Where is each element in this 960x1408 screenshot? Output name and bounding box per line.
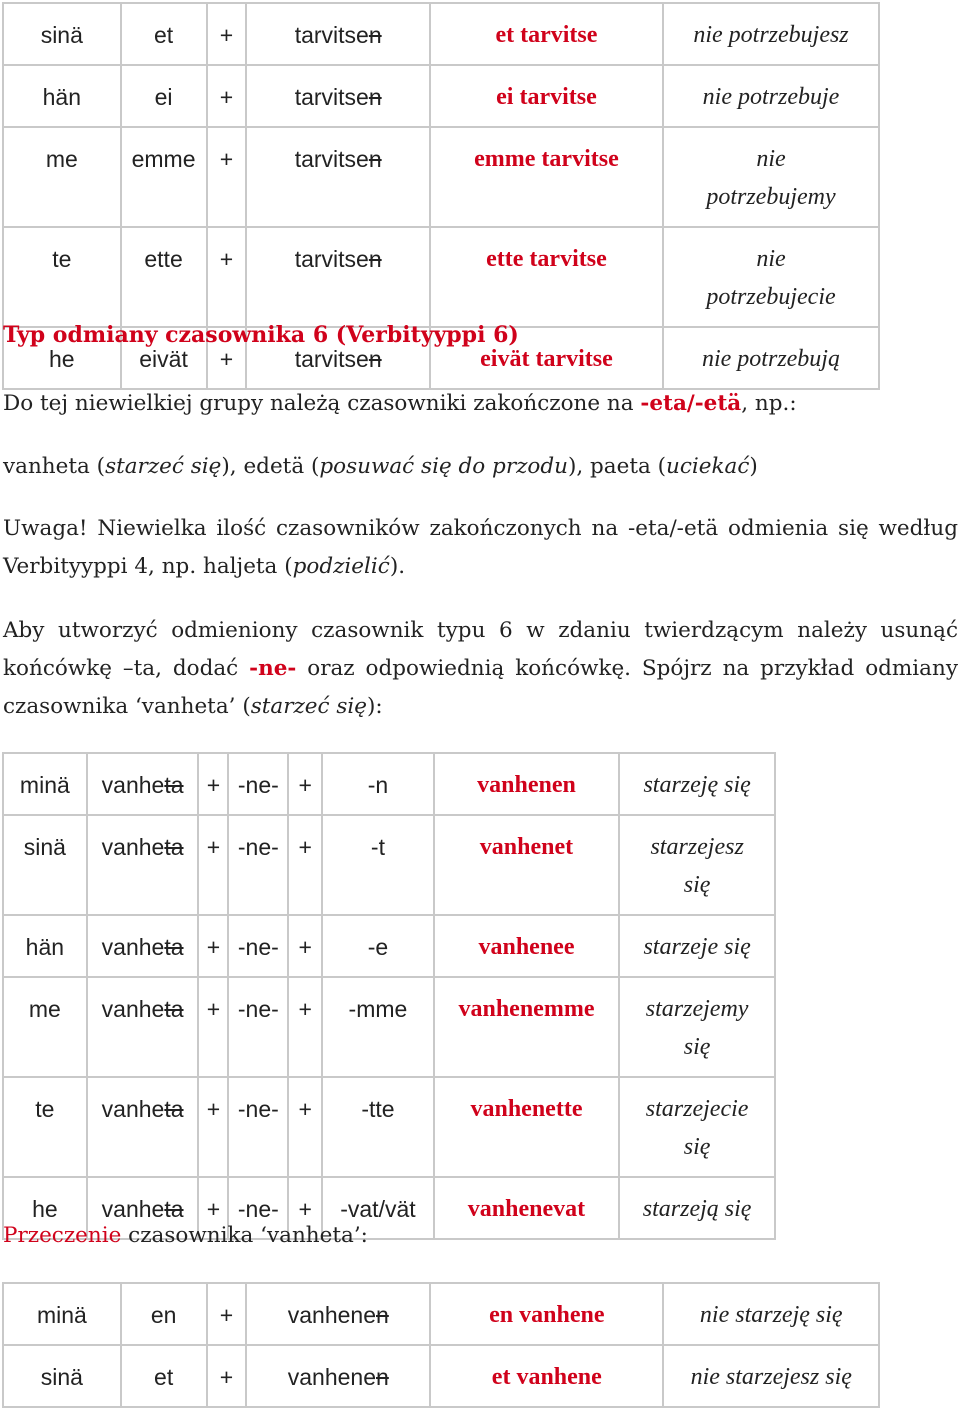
paragraph-note	[3, 510, 958, 586]
plus-cell: +	[288, 753, 322, 815]
plus-cell: +	[288, 915, 322, 977]
struck-ending: n	[376, 1302, 389, 1328]
plus-cell: +	[198, 1077, 228, 1177]
table-row	[3, 65, 879, 127]
ending-cell: -tte	[322, 1077, 434, 1177]
plus-cell: +	[288, 977, 322, 1077]
result-cell: eivät tarvitse	[430, 327, 663, 389]
struck-ending: n	[368, 346, 382, 372]
struck-ending: ta	[164, 996, 184, 1022]
aux-cell: et	[121, 1345, 207, 1407]
plus-cell: +	[207, 327, 247, 389]
infix-cell: -ne-	[228, 977, 288, 1077]
text: Do tej niewielkiej grupy należą czasowniki zakończone na	[3, 391, 641, 416]
result-cell: vanhenemme	[434, 977, 619, 1077]
result-cell: ei tarvitse	[430, 65, 663, 127]
infix-cell: -ne-	[228, 815, 288, 915]
aux-cell: emme	[121, 127, 207, 227]
aux-cell: ei	[121, 65, 207, 127]
stem-cell	[246, 65, 429, 127]
pronoun-cell: he	[3, 1177, 87, 1239]
struck-ending: ta	[164, 834, 184, 860]
result-cell: et vanhene	[430, 1345, 663, 1407]
pronoun-cell: me	[3, 977, 87, 1077]
pronoun-cell: minä	[3, 753, 87, 815]
struck-ending: n	[376, 1364, 389, 1390]
stem-text: vanhe	[101, 1096, 165, 1122]
section-heading: Typ odmiany czasownika 6 (Verbityyppi 6)	[3, 322, 519, 348]
infix-cell: -ne-	[228, 1077, 288, 1177]
table-row	[3, 977, 775, 1077]
text: )	[749, 454, 758, 479]
infix-cell: -ne-	[228, 915, 288, 977]
stem-text: tarvitse	[294, 146, 369, 172]
stem-text: tarvitse	[294, 22, 369, 48]
stem-text: vanhe	[101, 1196, 165, 1222]
pronoun-cell: sinä	[3, 815, 87, 915]
translation-cell: starzeją się	[619, 1177, 775, 1239]
stem-text: vanhene	[287, 1364, 377, 1390]
stem-text: tarvitse	[294, 84, 369, 110]
plus-cell: +	[207, 127, 247, 227]
plus-cell: +	[288, 1077, 322, 1177]
text: ), paeta (	[567, 454, 667, 479]
table-row	[3, 915, 775, 977]
translation-cell: nie potrzebujecie	[663, 227, 879, 327]
text: ).	[389, 554, 406, 579]
translation-cell: starzejecie się	[619, 1077, 775, 1177]
translation-cell: nie starzejesz się	[663, 1345, 879, 1407]
plus-cell: +	[198, 815, 228, 915]
result-cell: ette tarvitse	[430, 227, 663, 327]
text: ):	[367, 694, 383, 719]
struck-ending: n	[368, 22, 382, 48]
highlight-ending: -eta/-etä	[640, 391, 742, 416]
aux-cell: et	[121, 3, 207, 65]
ending-cell: -e	[322, 915, 434, 977]
negation-heading	[3, 1217, 368, 1255]
plus-cell: +	[207, 1345, 247, 1407]
stem-cell	[246, 127, 429, 227]
stem-cell	[87, 815, 199, 915]
stem-text: tarvitse	[294, 246, 369, 272]
infix-cell: -ne-	[228, 1177, 288, 1239]
paragraph-rule	[3, 612, 958, 726]
plus-cell: +	[288, 1177, 322, 1239]
result-cell: vanhenevat	[434, 1177, 619, 1239]
pronoun-cell: te	[3, 1077, 87, 1177]
table-row	[3, 815, 775, 915]
translation-cell: nie potrzebujesz	[663, 3, 879, 65]
translation-cell: starzejesz się	[619, 815, 775, 915]
pronoun-cell: sinä	[3, 1345, 121, 1407]
struck-ending: ta	[164, 772, 184, 798]
result-cell: vanhenette	[434, 1077, 619, 1177]
result-cell: et tarvitse	[430, 3, 663, 65]
stem-cell	[87, 753, 199, 815]
table-row	[3, 3, 879, 65]
plus-cell: +	[207, 227, 247, 327]
translation-cell: nie starzeję się	[663, 1283, 879, 1345]
pronoun-cell: te	[3, 227, 121, 327]
stem-cell	[246, 1345, 430, 1407]
text: Aby utworzyć odmieniony czasownik typu 6 w zdaniu twierdzącym należy usunąć końcówkę –ta, dodać	[3, 618, 958, 681]
stem-text: vanhe	[101, 834, 165, 860]
pronoun-cell: sinä	[3, 3, 121, 65]
text: czasownika ‘vanheta’:	[121, 1223, 368, 1248]
plus-cell: +	[198, 753, 228, 815]
translation-cell: nie potrzebuje	[663, 65, 879, 127]
aux-cell: eivät	[121, 327, 207, 389]
text: , np.:	[741, 391, 797, 416]
infix-cell: -ne-	[228, 753, 288, 815]
text: vanheta (	[3, 454, 106, 479]
struck-ending: ta	[164, 934, 184, 960]
stem-cell	[246, 227, 429, 327]
ending-cell: -n	[322, 753, 434, 815]
struck-ending: n	[368, 146, 382, 172]
stem-text: vanhe	[101, 772, 165, 798]
paragraph-examples	[3, 448, 758, 486]
table-row	[3, 1345, 879, 1407]
translation-cell: starzeje się	[619, 915, 775, 977]
struck-ending: ta	[164, 1096, 184, 1122]
stem-cell	[87, 1077, 199, 1177]
pronoun-cell: hän	[3, 65, 121, 127]
stem-cell	[246, 1283, 430, 1345]
stem-text: vanhe	[101, 996, 165, 1022]
text: Uwaga! Niewielka ilość czasowników zakończonych na -eta/-etä odmienia się według Verbityyppi 4, np. haljeta (	[3, 516, 958, 579]
translation-text: podzielić	[292, 554, 390, 579]
translation-text: posuwać się do przodu	[319, 454, 568, 479]
conjugation-table-vanheta	[2, 752, 776, 1240]
struck-ending: n	[368, 84, 382, 110]
struck-ending: n	[368, 246, 382, 272]
translation-cell: starzeję się	[619, 753, 775, 815]
aux-cell: ette	[121, 227, 207, 327]
text: ), edetä (	[221, 454, 320, 479]
result-cell: vanhenet	[434, 815, 619, 915]
translation-text: uciekać	[666, 454, 750, 479]
plus-cell: +	[288, 815, 322, 915]
plus-cell: +	[207, 65, 247, 127]
table-row	[3, 227, 879, 327]
plus-cell: +	[198, 977, 228, 1077]
table-row	[3, 127, 879, 227]
ending-cell: -t	[322, 815, 434, 915]
translation-cell: nie potrzebujemy	[663, 127, 879, 227]
translation-cell: nie potrzebują	[663, 327, 879, 389]
result-cell: en vanhene	[430, 1283, 663, 1345]
ending-cell: -vat/vät	[322, 1177, 434, 1239]
stem-text: vanhene	[287, 1302, 377, 1328]
stem-cell	[87, 977, 199, 1077]
negation-label: Przeczenie	[3, 1223, 122, 1248]
plus-cell: +	[198, 915, 228, 977]
negation-table-vanheta	[2, 1282, 880, 1408]
stem-text: tarvitse	[294, 346, 369, 372]
translation-text: starzeć się	[250, 694, 368, 719]
plus-cell: +	[207, 1283, 247, 1345]
pronoun-cell: minä	[3, 1283, 121, 1345]
stem-text: vanhe	[101, 934, 165, 960]
pronoun-cell: he	[3, 327, 121, 389]
aux-cell: en	[121, 1283, 207, 1345]
result-cell: vanhenen	[434, 753, 619, 815]
plus-cell: +	[207, 3, 247, 65]
stem-cell	[87, 915, 199, 977]
plus-cell: +	[198, 1177, 228, 1239]
ending-cell: -mme	[322, 977, 434, 1077]
pronoun-cell: me	[3, 127, 121, 227]
struck-ending: ta	[164, 1196, 184, 1222]
result-cell: vanhenee	[434, 915, 619, 977]
table-row	[3, 1283, 879, 1345]
stem-cell	[246, 3, 429, 65]
paragraph-intro	[3, 385, 797, 423]
table-row	[3, 753, 775, 815]
text: oraz odpowiednią końcówkę. Spójrz na przykład odmiany czasownika ‘vanheta’ (	[3, 656, 958, 719]
translation-text: starzeć się	[105, 454, 222, 479]
table-row	[3, 1077, 775, 1177]
translation-cell: starzejemy się	[619, 977, 775, 1077]
pronoun-cell: hän	[3, 915, 87, 977]
highlight-infix: -ne-	[249, 656, 297, 681]
result-cell: emme tarvitse	[430, 127, 663, 227]
